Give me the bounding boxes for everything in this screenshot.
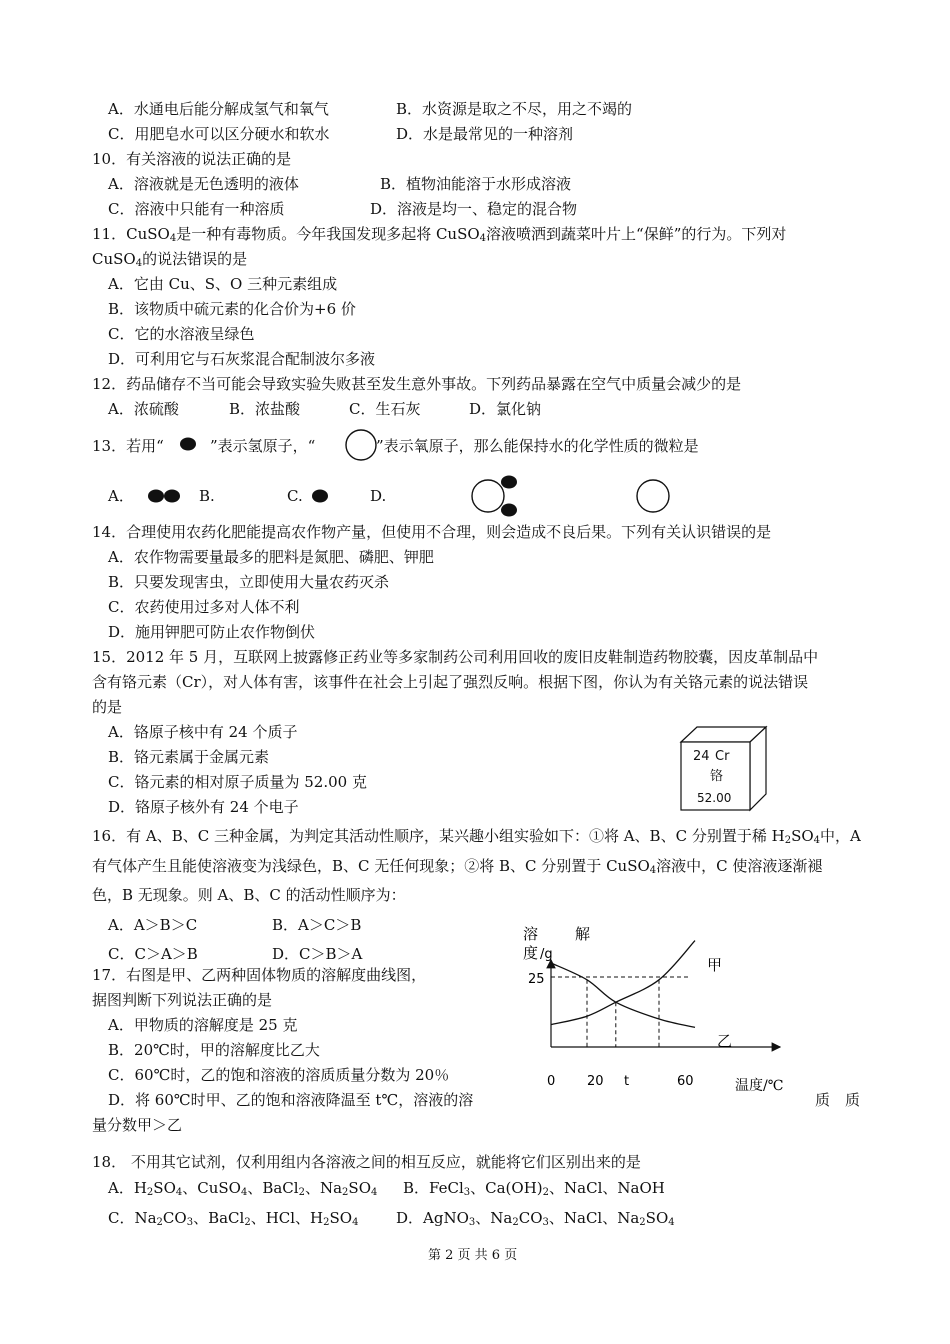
y-label-char-1: 溶 [523,925,539,943]
q14-option-a: A．农作物需要量最多的肥料是氮肥、磷肥、钾肥 [108,548,434,566]
q17-stem-line2: 据图判断下列说法正确的是 [92,991,273,1009]
q16-option-a: A．A＞B＞C [108,916,198,934]
q16-option-b: B．A＞C＞B [272,916,362,934]
q17-option-c: C．60℃时，乙的饱和溶液的溶质质量分数为 20％ [108,1066,450,1084]
series-yi-curve [551,963,695,1027]
q12-stem: 12．药品储存不当可能会导致实验失败甚至发生意外事故。下列药品暴露在空气中质量会减少的是 [92,375,742,393]
x-axis-label: 温度/℃ [735,1078,784,1094]
q10-stem: 10．有关溶液的说法正确的是 [92,150,292,168]
q17-option-d: D．将 60℃时甲、乙的饱和溶液降温至 t℃，溶液的溶 [108,1091,474,1109]
q17-stem-line1: 17．右图是甲、乙两种固体物质的溶解度曲线图， [92,966,427,984]
q15-option-d: D．铬原子核外有 24 个电子 [108,798,299,816]
q12-option-d: D．氯化钠 [469,400,542,418]
q14-stem: 14．合理使用农药化肥能提高农作物产量，但使用不合理，则会造成不良后果。下列有关认识错误的是 [92,523,772,541]
page-footer: 第 2 页 共 6 页 [428,1248,518,1263]
q9-option-d: D．水是最常见的一种溶剂 [396,125,574,143]
series-label-yi: 乙 [717,1032,733,1050]
two-hydrogen-atoms-icon [146,488,186,506]
q15-stem-line2: 含有铬元素（Cr），对人体有害，该事件在社会上引起了强烈反响。根据下图，你认为有关铬元素的说法错误 [92,673,809,691]
q13-stem-part1: 13．若用“ [92,437,164,455]
q11-option-a: A．它由 Cu、S、O 三种元素组成 [108,275,338,293]
q13-option-d-label: D. [370,487,387,505]
chromium-atomic-number: 24 [693,749,710,764]
y-label-char-3: 度 [523,944,539,962]
y-label-char-2: 解 [575,925,591,943]
q12-option-b: B．浓盐酸 [229,400,301,418]
x-tick-t: t [624,1074,630,1089]
q11-option-c: C．它的水溶液呈绿色 [108,325,255,343]
q14-option-b: B．只要发现害虫，立即使用大量农药灭杀 [108,573,390,591]
x-tick-60: 60 [677,1074,694,1089]
q10-option-c: C．溶液中只能有一种溶质 [108,200,285,218]
q13-option-a-label: A． [108,487,134,505]
hydrogen-atom-legend-icon [178,437,200,453]
q13-option-c-label: C. [287,487,303,505]
chromium-atomic-mass: 52.00 [697,791,732,805]
q9-option-a: A．水通电后能分解成氢气和氧气 [108,100,329,118]
solubility-curve-chart [490,920,810,1100]
q9-option-b: B．水资源是取之不尽，用之不竭的 [396,100,633,118]
q15-option-c: C．铬元素的相对原子质量为 52.00 克 [108,773,367,791]
q13-stem-part3: ”表示氧原子，那么能保持水的化学性质的微粒是 [376,437,699,455]
x-tick-20: 20 [587,1074,604,1089]
q15-option-b: B．铬元素属于金属元素 [108,748,270,766]
q18-option-b: B．FeCl$_3$、$Ca(OH)_2$、NaCl、NaOH [403,1179,665,1198]
q18-option-a: A．$H_2SO_4$、CuSO$_4$、BaCl$_2$、$Na_2SO_4$ [108,1179,378,1198]
q15-stem-line3: 的是 [92,698,123,716]
x-tick-0: 0 [547,1074,556,1089]
q17-option-b: B．20℃时，甲的溶解度比乙大 [108,1041,320,1059]
q16-option-d: D．C＞B＞A [272,945,363,963]
q18-option-c: C．$Na_2CO_3$、BaCl$_2$、HCl、$H_2SO_4$ [108,1209,359,1228]
q17-option-a: A．甲物质的溶解度是 25 克 [108,1016,298,1034]
y-tick-25: 25 [528,972,545,987]
q12-option-a: A．浓硫酸 [108,400,179,418]
y-label-char-4: /g [540,947,553,962]
q14-option-c: C．农药使用过多对人体不利 [108,598,300,616]
q16-stem-line3: 色，B 无现象。则 A、B、C 的活动性顺序为： [92,886,406,904]
q15-option-a: A．铬原子核中有 24 个质子 [108,723,298,741]
q18-option-d: D．AgNO$_3$、$Na_2CO_3$、NaCl、$Na_2SO_4$ [396,1209,675,1228]
series-jia-curve [551,941,695,1025]
q13-option-b-label: B. [199,487,215,505]
series-label-jia: 甲 [707,956,723,974]
q12-option-c: C．生石灰 [349,400,421,418]
chromium-name: 铬 [710,769,724,784]
q10-option-a: A．溶液就是无色透明的液体 [108,175,299,193]
q13-stem-part2: ”表示氢原子，“ [210,437,316,455]
q16-stem-line2: 有气体产生且能使溶液变为浅绿色，B、C 无任何现象；②将 B、C 分别置于 CuSO$_4$溶液中，C 使溶液逐渐褪 [92,857,823,876]
q11-option-b: B．该物质中硫元素的化合价为+6 价 [108,300,356,318]
q17-option-d-line2: 量分数甲＞乙 [92,1116,183,1134]
q11-stem-line1: 11．CuSO$_4$是一种有毒物质。今年我国发现多起将 CuSO$_4$溶液喷洒到蔬菜叶片上“保鲜”的行为。下列对 [92,225,787,244]
q11-stem-line2: CuSO$_4$的说法错误的是 [92,250,248,269]
chromium-symbol: Cr [715,749,730,764]
q16-option-c: C．C＞A＞B [108,945,198,963]
q10-option-b: B．植物油能溶于水形成溶液 [380,175,572,193]
q16-stem-line1: 16．有 A、B、C 三种金属，为判定其活动性顺序，某兴趣小组实验如下：①将 A、B、C 分别置于稀 $H_2SO_4$中，A [92,827,861,846]
q11-option-d: D．可利用它与石灰浆混合配制波尔多液 [108,350,376,368]
hydrogen-atom-icon [310,488,332,504]
oxygen-atom-icon [634,476,674,516]
q9-option-c: C．用肥皂水可以区分硬水和软水 [108,125,330,143]
water-molecule-icon [470,472,522,520]
q15-stem-line1: 15．2012 年 5 月，互联网上披露修正药业等多家制药公司利用回收的废旧皮鞋制造药物胶囊，因皮革制品中 [92,648,819,666]
q14-option-d: D．施用钾肥可防止农作物倒伏 [108,623,316,641]
q17-option-d-tail: 质 质 [815,1091,861,1109]
q10-option-d: D．溶液是均一、稳定的混合物 [370,200,578,218]
q18-stem: 18． 不用其它试剂，仅利用组内各溶液之间的相互反应，就能将它们区别出来的是 [92,1153,641,1171]
